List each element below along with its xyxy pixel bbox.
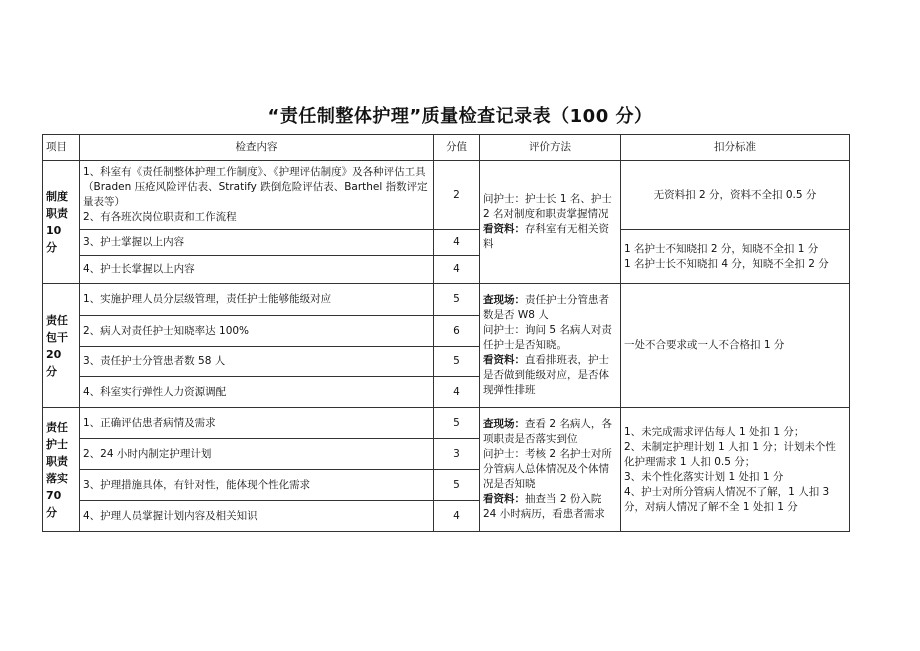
document-title: “责任制整体护理”质量检查记录表（100 分）	[267, 106, 653, 127]
score-cell: 5	[434, 408, 480, 439]
method-line: 问护士：考核 2 名护士对所分管病人总体情况及个体情况是否知晓	[483, 448, 612, 490]
score-cell: 4	[434, 377, 480, 408]
content-cell: 2、病人对责任护士知晓率达 100%	[80, 316, 434, 347]
category-cell: 制度职责 10 分	[43, 161, 80, 284]
content-cell: 3、责任护士分管患者数 58 人	[80, 347, 434, 377]
score-cell: 4	[434, 230, 480, 256]
table-row	[43, 408, 850, 439]
method-line: 抽查当 2 份入院 24 小时病历，看患者需求	[483, 493, 605, 520]
method-cell	[480, 161, 621, 284]
content-cell: 4、护士长掌握以上内容	[80, 256, 434, 284]
score-cell: 2	[434, 161, 480, 230]
method-label: 查现场：	[483, 418, 525, 430]
standard-cell: 无资料扣 2 分，资料不全扣 0.5 分	[621, 161, 850, 230]
method-line: 存科室有无相关资料	[483, 223, 609, 250]
header-score: 分值	[434, 135, 480, 161]
score-cell: 4	[434, 256, 480, 284]
score-cell: 3	[434, 439, 480, 470]
method-label: 查现场：	[483, 294, 525, 306]
method-cell	[480, 284, 621, 408]
category-cell: 责任包干 20 分	[43, 284, 80, 408]
table-header-row	[43, 135, 850, 161]
content-cell: 1、正确评估患者病情及需求	[80, 408, 434, 439]
content-cell: 3、护理措施具体，有针对性，能体现个性化需求	[80, 470, 434, 501]
header-method: 评价方法	[480, 135, 621, 161]
category-cell: 责任护士职责落实 70 分	[43, 408, 80, 532]
header-standard: 扣分标准	[621, 135, 850, 161]
header-item: 项目	[43, 135, 80, 161]
table-row	[43, 230, 850, 256]
standard-cell: 一处不合要求或一人不合格扣 1 分	[621, 284, 850, 408]
header-content: 检查内容	[80, 135, 434, 161]
method-line: 直看排班表，护士是否做到能级对应，是否体现弹性排班	[483, 354, 609, 396]
method-label: 看资料：	[483, 223, 525, 235]
standard-cell: 1 名护士不知晓扣 2 分，知晓不全扣 1 分 1 名护士长不知晓扣 4 分，知晓不全扣 2 分	[621, 230, 850, 284]
table-row	[43, 161, 850, 230]
score-cell: 6	[434, 316, 480, 347]
score-cell: 5	[434, 347, 480, 377]
method-line: 查看 2 名病人，各项职责是否落实到位	[483, 418, 612, 445]
content-cell: 1、科室有《责任制整体护理工作制度》、《护理评估制度》及各种评估工具（Braden 压疮风险评估表、Stratify 跌倒危险评估表、Barthel 指数评定量表等） 2、有各班次岗位职责和工作流程	[80, 161, 434, 230]
content-cell: 4、科室实行弹性人力资源调配	[80, 377, 434, 408]
score-cell: 5	[434, 470, 480, 501]
method-line: 责任护士分管患者数是否 W8 人	[483, 294, 609, 321]
content-cell: 2、24 小时内制定护理计划	[80, 439, 434, 470]
content-cell: 4、护理人员掌握计划内容及相关知识	[80, 501, 434, 532]
score-cell: 4	[434, 501, 480, 532]
content-cell: 1、实施护理人员分层级管理，责任护士能够能级对应	[80, 284, 434, 316]
method-line: 问护士：询问 5 名病人对责任护士是否知晓。	[483, 324, 612, 351]
score-cell: 5	[434, 284, 480, 316]
method-line: 问护士：护士长 1 名、护士 2 名对制度和职责掌握情况	[483, 193, 612, 220]
table-row	[43, 284, 850, 316]
method-cell	[480, 408, 621, 532]
content-cell: 3、护士掌握以上内容	[80, 230, 434, 256]
standard-cell: 1、未完成需求评估每人 1 处扣 1 分； 2、未制定护理计划 1 人扣 1 分；计划未个性化护理需求 1 人扣 0.5 分； 3、未个性化落实计划 1 处扣 1 分 4、护士对所分管病人情况不了解，1 人扣 3 分，对病人情况了解不全 1 处扣 1 分	[621, 408, 850, 532]
inspection-table	[42, 134, 850, 532]
method-label: 看资料：	[483, 493, 525, 505]
method-label: 看资料：	[483, 354, 525, 366]
